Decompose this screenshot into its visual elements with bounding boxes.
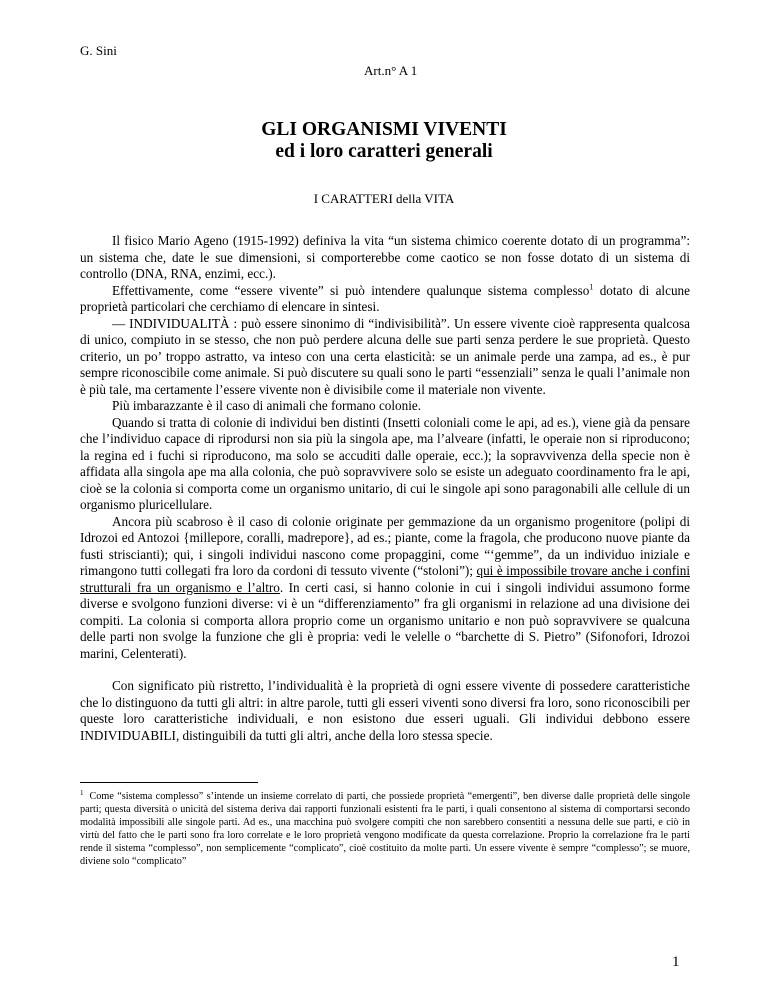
footnote-separator (80, 782, 258, 783)
paragraph-2-text-b: dotato di alcune proprietà particolari che cerchiamo di elencare in sintesi. (80, 282, 690, 314)
footnote-reference: 1 (589, 282, 594, 292)
paragraph-7: Con significato più ristretto, l’individualità è la proprietà di ogni essere vivente di possedere caratteristiche che lo distinguono da tutti gli altri: in altre parole, tutti gli esseri viventi sono diversi fra loro, sono riconoscibili per queste loro caratteristiche individuali, e non esistono due esseri uguali. Gli individui debbono essere INDIVIDUABILI, distinguibili da tutti gli altri, anche della loro stessa specie. (80, 678, 690, 743)
paragraph-6-underlined: qui è impossibile trovare anche i confini strutturali fra un organismo e l’altro (80, 563, 691, 595)
author-name: G. Sini (80, 43, 117, 58)
document-title (0, 119, 768, 163)
footnote-text: Come “sistema complesso” s’intende un insieme correlato di parti, che possiede proprietà “emergenti”, ben diverse dalle proprietà delle singole parti; questa diversità o unicità del sistema deriva dai rapporti funzionali esistenti fra le parti, i quali consentono al sistema di comportarsi secondo modalità impossibili alle singole parti. Ad es., una macchina può svolgere compiti che non sarebbero consentiti a nessuna delle sue parti, e ciò in virtù del fatto che le parti sono fra loro correlate e le loro proprietà vengono modificate da questa correlazione. Proprio la correlazione fra le parti rende il sistema “complesso”, non semplicemente “complicato”, cioè costituito da molte parti. Un essere vivente è sempre “complesso”; se muore, diviene solo “complicato” (80, 791, 690, 867)
paragraph-1: Il fisico Mario Ageno (1915-1992) definiva la vita “un sistema chimico coerente dotato di un programma”: un sistema che, date le sue dimensioni, si comporterebbe come caotico se non fosse dotato di un sistema di controllo (DNA, RNA, enzimi, ecc.). (80, 233, 690, 281)
article-number: Art.n° A 1 (364, 63, 418, 78)
title-line-1: GLI ORGANISMI VIVENTI (261, 119, 507, 140)
page-number: 1 (672, 954, 680, 970)
paragraph-6-text-a: Ancora più scabroso è il caso di colonie originate per gemmazione da un organismo progenitore (polipi di Idrozoi ed Antozoi {millepore, coralli, madrepore}, ad es.; piante, come la fragola, che producono nuove piante da fusti striscianti); qui, i singoli individui nascono come propaggini, come “‘gemme”, da un individuo iniziale e rimangono tutti collegati fra loro da cordoni di tessuto vivente (“stoloni”); (80, 513, 690, 578)
paragraph-5: Quando si tratta di colonie di individui ben distinti (Insetti coloniali come le api, ad es.), viene già da pensare che l’individuo capace di riprodursi non sia più la singola ape, ma l’alveare (infatti, le operaie non si riproducono; la regina ed i fuchi si riproducono, ma solo se accuditi dalle operaie, ecc.); la sopravvivenza della specie non è affidata alla singola ape ma alla colonia, che può sopravvivere solo se esiste un adeguato coordinamento fra le api, cioè se la colonia si comporta come un organismo unitario, di cui le singole api sono paragonabili alle cellule di un organismo pluricellulare. (80, 414, 690, 512)
paragraph-6-text-b: . In certi casi, si hanno colonie in cui i singoli individui assumono forme diverse e svolgono funzioni diverse: vi è un “differenziamento” fra gli organismi in relazione ad una divisione dei compiti. La colonia si comporta allora proprio come un organismo unitario e non può sopravvivere se qualcuna delle parti non svolge la funzione che gli è propria: vedi le velelle o “barchette di S. Pietro” (Sifonofori, Idrozoi marini, Celenterati). (80, 579, 691, 661)
paragraph-2 (80, 283, 690, 316)
paragraph-2-text-a: Effettivamente, come “essere vivente” si può intendere qualunque sistema complesso (112, 282, 590, 298)
paragraph-6 (80, 514, 690, 663)
footnote (80, 788, 690, 868)
footnote-number: 1 (80, 788, 84, 797)
body-text (80, 233, 690, 744)
title-line-2: ed i loro caratteri generali (275, 141, 493, 162)
paragraph-4: Più imbarazzante è il caso di animali che formano colonie. (112, 398, 422, 413)
section-heading: I CARATTERI della VITA (313, 191, 455, 206)
paragraph-3: — INDIVIDUALITÀ : può essere sinonimo di “indivisibilità”. Un essere vivente cioè rappresenta qualcosa di unico, compiuto in se stesso, che non può perdere alcuna delle sue parti senza perdere le sue proprietà. Questo criterio, un po’ troppo astratto, va inteso con una certa elasticità: se un animale perde una zampa, ad es., è pur sempre riconoscibile come animale. Si può discutere su quali sono le parti “essenziali” senza le quali l’animale non è più tale, ma certamente l’essere vivente non è divisibile come il materiale non vivente. (80, 315, 690, 397)
